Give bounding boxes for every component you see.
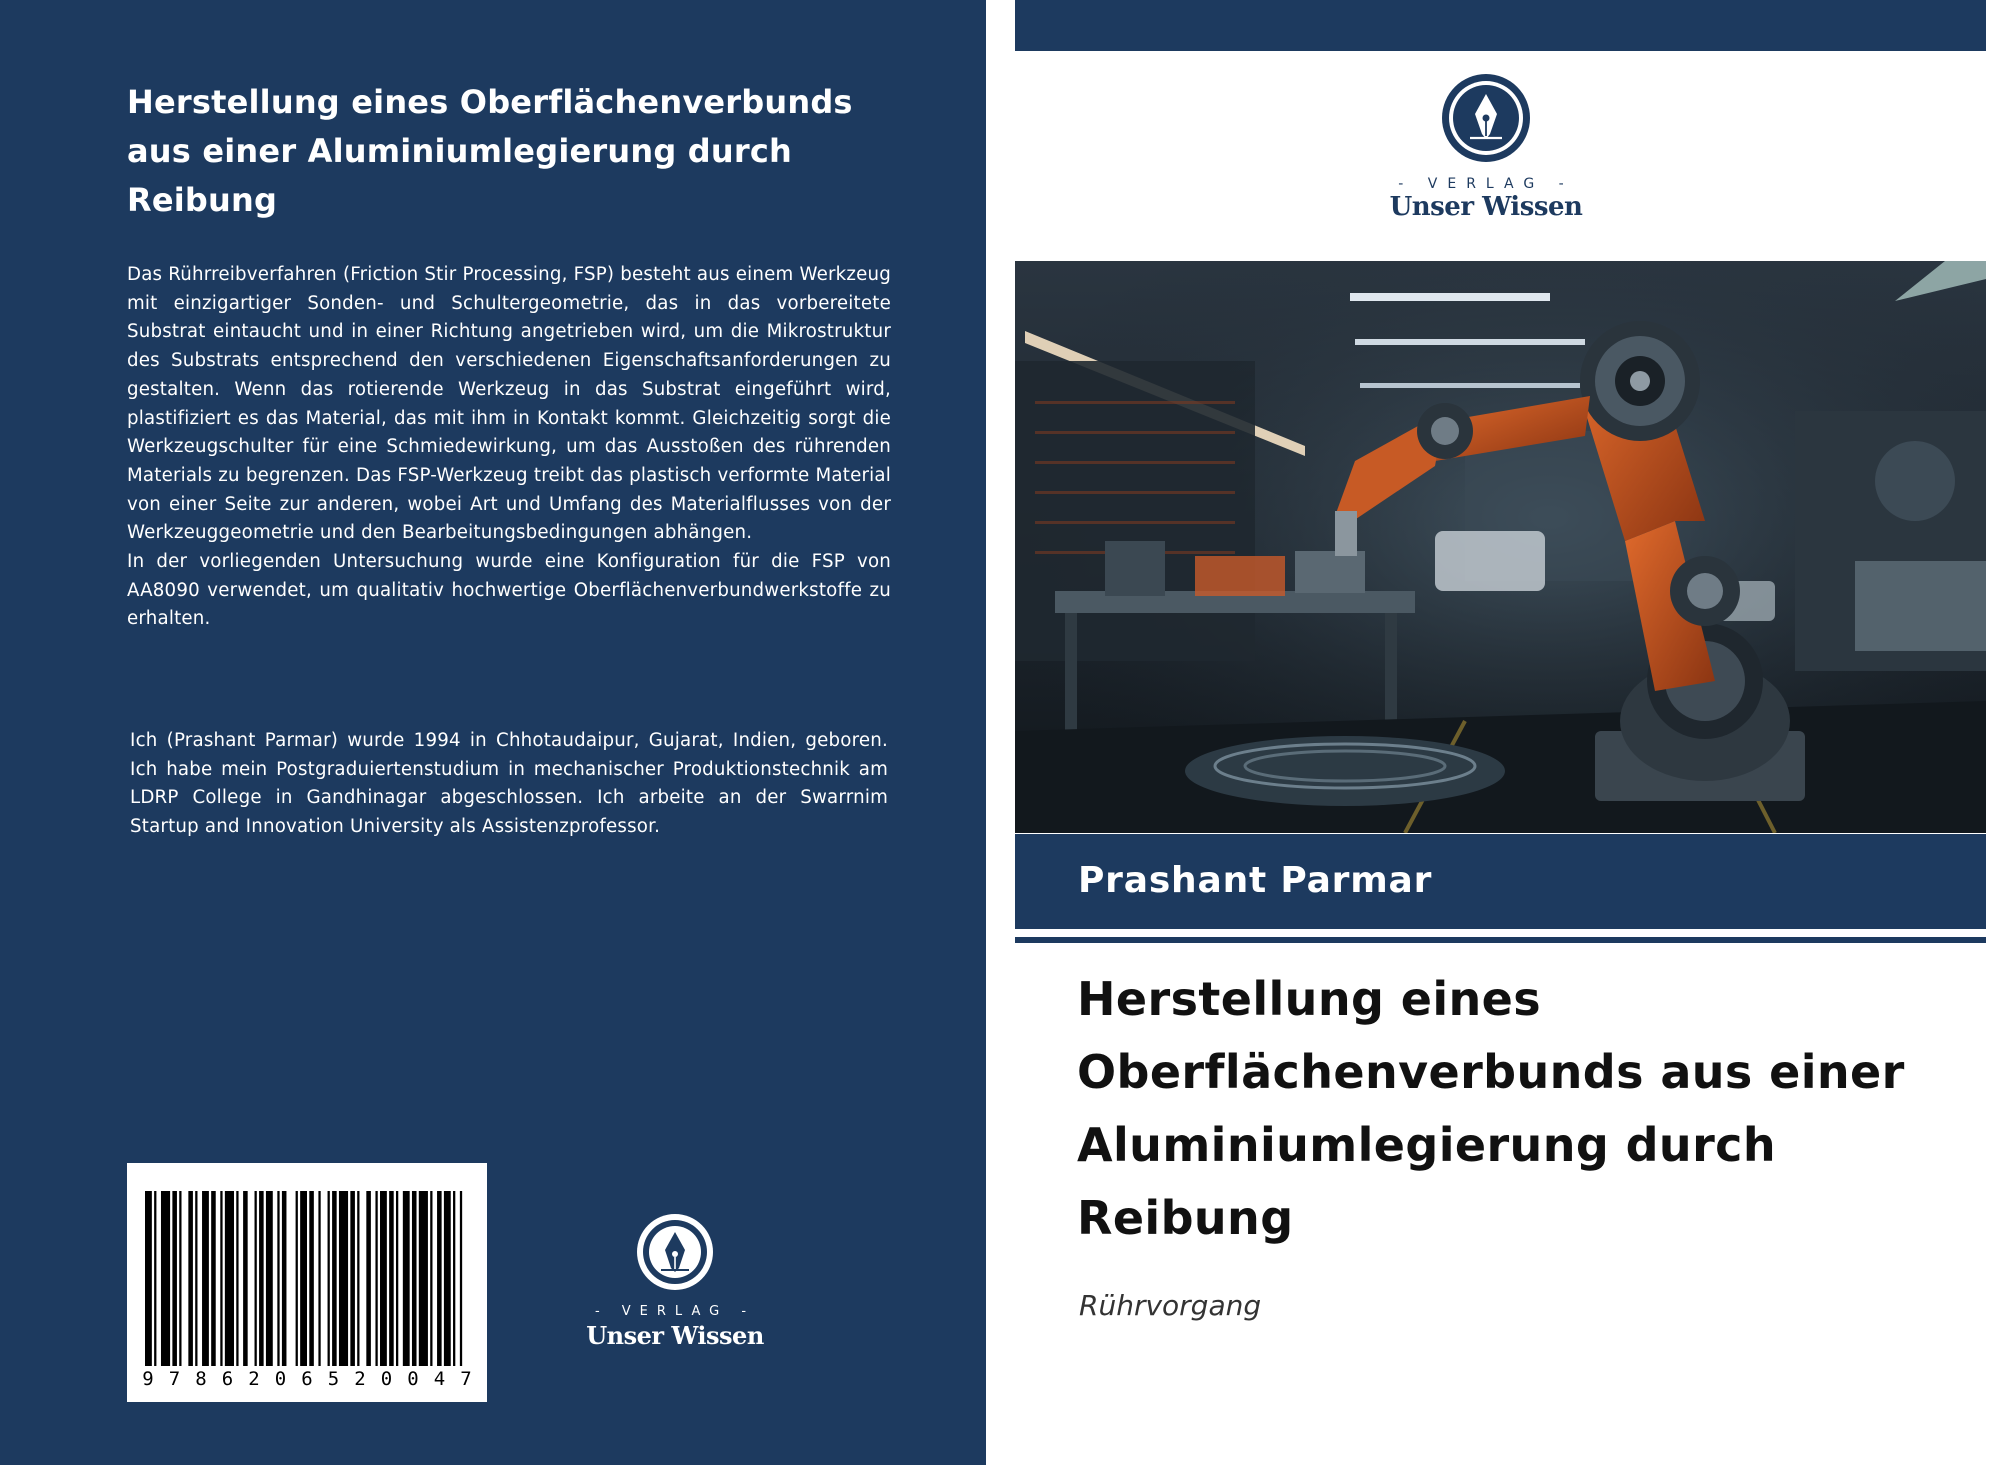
barcode-bar	[318, 1191, 320, 1366]
fountain-pen-nib-icon	[1440, 72, 1532, 164]
publisher-name: Unser Wissen	[586, 1321, 764, 1350]
barcode-bar	[357, 1191, 359, 1366]
barcode-bar	[220, 1191, 222, 1366]
barcode-bar	[145, 1191, 152, 1366]
barcode-digit: 7	[453, 1368, 479, 1390]
barcode-bar	[430, 1191, 432, 1366]
publisher-logo-front	[1386, 72, 1586, 222]
book-description	[127, 261, 891, 634]
barcode-digit: 4	[427, 1368, 453, 1390]
barcode-bar	[444, 1191, 451, 1366]
barcode-bar	[243, 1191, 248, 1366]
barcode-bar	[339, 1191, 348, 1366]
barcode-bar	[403, 1191, 410, 1366]
description-paragraph: In der vorliegenden Untersuchung wurde eine Konfiguration für die FSP von AA8090 verwendet, um qualitativ hochwertige Oberflächenverbundwerkstoffe zu erhalten.	[127, 551, 891, 630]
barcode-bar	[296, 1191, 298, 1366]
barcode-bar	[350, 1191, 355, 1366]
barcode-bar	[172, 1191, 177, 1366]
barcode-bar	[437, 1191, 442, 1366]
barcode-bar	[259, 1191, 264, 1366]
barcode-digit: 0	[374, 1368, 400, 1390]
barcode-digit: 8	[188, 1368, 214, 1390]
barcode-digit: 0	[400, 1368, 426, 1390]
barcode-bar	[202, 1191, 209, 1366]
isbn-barcode	[127, 1163, 487, 1402]
barcode-bar	[380, 1191, 387, 1366]
barcode-bar	[195, 1191, 197, 1366]
barcode-bar	[154, 1191, 156, 1366]
barcode-digits	[135, 1368, 479, 1390]
front-cover	[986, 0, 2000, 1465]
barcode-bar	[236, 1191, 238, 1366]
barcode-bar	[412, 1191, 417, 1366]
author-band	[1015, 834, 1986, 929]
barcode-digit: 2	[347, 1368, 373, 1390]
author-name: Prashant Parmar	[1078, 860, 1433, 901]
divider-line	[1015, 937, 1986, 943]
barcode-bar	[225, 1191, 234, 1366]
barcode-bar	[255, 1191, 257, 1366]
barcode-bar	[332, 1191, 337, 1366]
cover-illustration-robot-arm	[1015, 261, 1986, 833]
barcode-digit: 0	[268, 1368, 294, 1390]
barcode-bar	[266, 1191, 273, 1366]
barcode-bar	[419, 1191, 428, 1366]
barcode-digit: 7	[162, 1368, 188, 1390]
barcode-bar	[161, 1191, 170, 1366]
barcode-bar	[309, 1191, 314, 1366]
book-title: Herstellung eines Oberflächenverbunds aus einer Aluminiumlegierung durch Reibung	[1077, 972, 1905, 1245]
barcode-bars	[145, 1191, 469, 1391]
barcode-bar	[460, 1191, 462, 1366]
barcode-bar	[389, 1191, 394, 1366]
barcode-bar	[282, 1191, 287, 1366]
top-color-bar	[1015, 0, 1986, 51]
barcode-bar	[300, 1191, 307, 1366]
publisher-logo-back	[580, 1212, 770, 1350]
publisher-name: Unser Wissen	[1389, 192, 1583, 222]
barcode-digit: 5	[321, 1368, 347, 1390]
barcode-bar	[453, 1191, 455, 1366]
verlag-label: - VERLAG -	[1398, 176, 1574, 192]
barcode-bar	[188, 1191, 193, 1366]
description-paragraph: Das Rührreibverfahren (Friction Stir Processing, FSP) besteht aus einem Werkzeug mit einzigartiger Sonden- und Schultergeometrie, das in das vorbereitete Substrat eintaucht und in einer Richtung angetrieben wird, um die Mikrostruktur des Substrats entsprechend den verschiedenen Eigenschaftsanforderungen zu gestalten. Wenn das rotierende Werkzeug in das Substrat eingeführt wird, plastifiziert es das Material, das mit ihm in Kontakt kommt. Gleichzeitig sorgt die Werkzeugschulter für eine Schmiedewirkung, um das Ausstoßen des rührenden Materials zu begrenzen. Das FSP-Werkzeug treibt das plastisch verformte Material von einer Seite zur anderen, wobei Art und Umfang des Materialflusses von der Werkzeuggeometrie und den Bearbeitungsbedingungen abhängen.	[127, 264, 891, 544]
book-subtitle: Rührvorgang	[1079, 1289, 1262, 1322]
robot-arm-workshop-image	[1015, 261, 1986, 833]
barcode-bar	[277, 1191, 279, 1366]
author-bio: Ich (Prashant Parmar) wurde 1994 in Chhotaudaipur, Gujarat, Indien, geboren. Ich habe mein Postgraduiertenstudium in mechanischer Produktionstechnik am LDRP College in Gandhinagar abgeschlossen. Ich arbeite an der Swarrnim Startup and Innovation University als Assistenzprofessor.	[130, 730, 888, 838]
fountain-pen-nib-icon	[635, 1212, 715, 1292]
barcode-bar	[396, 1191, 398, 1366]
verlag-label: - VERLAG -	[594, 1304, 756, 1319]
back-cover	[0, 0, 986, 1465]
barcode-digit: 6	[294, 1368, 320, 1390]
barcode-bar	[375, 1191, 377, 1366]
barcode-bar	[211, 1191, 216, 1366]
barcode-bar	[179, 1191, 181, 1366]
barcode-bar	[366, 1191, 371, 1366]
barcode-bar	[328, 1191, 330, 1366]
barcode-digit: 6	[215, 1368, 241, 1390]
barcode-digit: 2	[241, 1368, 267, 1390]
barcode-digit: 9	[135, 1368, 161, 1390]
back-cover-title: Herstellung eines Oberflächenverbunds aus einer Aluminiumlegierung durch Reibung	[127, 83, 853, 219]
